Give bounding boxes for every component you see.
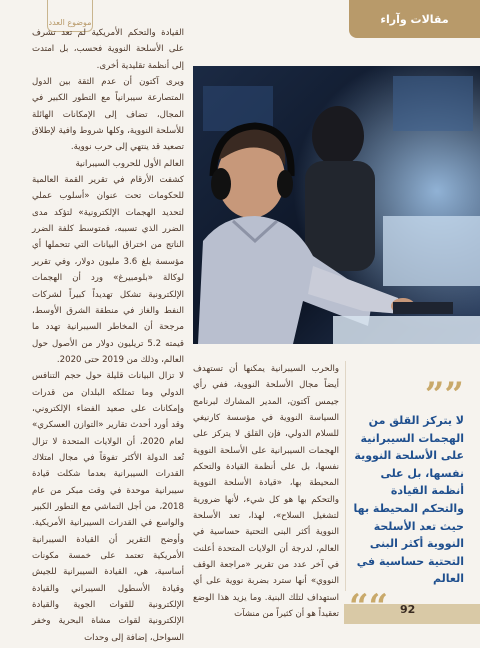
photo-illustration — [193, 66, 480, 344]
left-column — [32, 25, 184, 646]
paragraph: والحرب السيبرانية يمكنها أن تستهدف أيضاً مجال الأسلحة النووية، ففي رأي جيمس آكتون، المدير المشارك لبرنامج السياسة النووية في مؤسسة كارنيغي للسلام الدولي، فإن القلق لا يتركز على الهجمات السيبرانية على الأسلحة النووية نفسها، بل على أنظمة القيادة والتحكم المحيطة بها، «قيادة الأسلحة النووية والتحكم بها هو كل شيء، لأنها ضرورية لتشغيل السلاح»، لهذا، تعد الأسلحة النووية أكثر البنى التحتية حساسية في العالم، لدرجة أن الولايات المتحدة أعلنت في آخر عدد من تقرير «مراجعة الوقف النووي» أنها سترد بضربة نووية على أي استهداف لتلك البنية. وما يزيد هذا الوضع تعقيداً هو أن كثيراً من منشآت — [193, 364, 339, 620]
middle-column — [193, 361, 339, 623]
section-tab — [349, 0, 480, 38]
section-label: مقالات وآراء — [380, 12, 449, 26]
page-number: 92 — [400, 603, 416, 616]
gamer-photo — [193, 66, 480, 344]
pull-quote-text: لا يتركز القلق من الهجمات السيبرانية على الأسلحة النووية نفسها، بل على أنظمة القيادة والتحكم المحيطة بها حيث تعد الأسلحة النووية أكثر البنى التحتية حساسية في العالم — [353, 414, 464, 586]
paragraph: القيادة والتحكم الأمريكية لم تعد تشرف على الأسلحة النووية فحسب، بل امتدت إلى أنظمة تقليدية أخرى. — [32, 28, 184, 71]
paragraph: لا تزال البيانات قليلة حول حجم التنافس الدولي وما تمتلكه البلدان من قدرات وإمكانات على صعيد الفضاء الإلكتروني، وقد أورد أحدث تقارير «التوازن العسكري» لعام 2020، أن الولايات المتحدة لا تزال تُعد الدولة الأكثر تفوقاً في مجال امتلاك القدرات السيبرانية بعدما شكلت قيادة سيبرانية موحدة في وقت مبكر من عام 2018، من أجل التماشي مع التطور الكبير والواسع في القدرات السيبرانية الأمريكية. وأوضح التقرير أن القيادة السيبرانية الأمريكية تعتمد على خمسة مكونات أساسية، هي، القيادة السيبرانية للجيش وقيادة الأسطول السيبراني والقيادة الإلكترونية للقوات الجوية والقيادة الإلكترونية لقوات مشاة البحرية وخفر السواحل، إضافة إلى وحدات — [32, 371, 185, 643]
topic-label: موضوع العدد — [48, 18, 92, 27]
open-quote-icon: ”” — [424, 375, 464, 415]
subheading: العالم الأول للحروب السيبرانية — [75, 158, 184, 169]
paragraph: ويرى آكتون أن عدم الثقة بين الدول المتصارعة سيبرانياً مع التطور الكبير في المجال، تضاف إلى الإمكانات الهائلة للأسلحة النووية، وكلها شروط وافية لإطلاق تصعيد قد ينتهي إلى حرب نووية. — [32, 77, 184, 153]
pull-quote — [349, 375, 464, 622]
paragraph: كشفت الأرقام في تقرير القمة العالمية للحكومات تحت عنوان «أسلوب عملي لتحديد الهجمات الإلكترونية» لتؤكد مدى الضرر الذي تسببه، فمتوسط كلفة الضرر الناتج من اختراق البيانات التي تتحملها أي مؤسسة بلغ 3.6 مليون دولار، وفي تقرير لوكالة «بلومبيرغ» ورد أن الهجمات الإلكترونية تشكل تهديداً كبيراً لشركات النفط والغاز في منطقة الشرق الأوسط، مرجحة أن المخاطر السيبرانية تهدد ما قيمته 5.2 تريليون دولار من الأصول حول العالم، وذلك من 2019 حتى 2020. — [32, 175, 184, 365]
column-divider — [345, 361, 346, 591]
